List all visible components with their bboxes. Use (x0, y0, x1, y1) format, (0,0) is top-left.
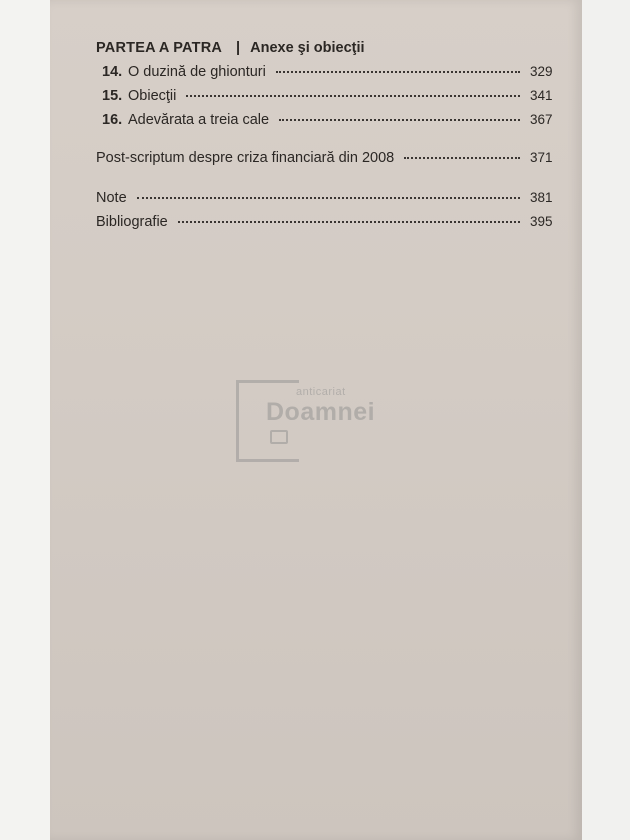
background-left (0, 0, 50, 840)
toc-entry-chapter-14 (96, 64, 552, 88)
dot-leader (186, 95, 520, 97)
watermark-main-text: Doamnei (266, 398, 376, 426)
entry-title: Bibliografie (96, 214, 168, 230)
dot-leader (404, 157, 520, 159)
table-of-contents (96, 40, 552, 238)
page-number: 329 (530, 64, 553, 79)
part-heading (96, 40, 552, 64)
dot-leader (279, 119, 520, 121)
toc-entry-postscript (96, 150, 552, 174)
chapter-title: Obiecţii (128, 88, 177, 104)
toc-entry-chapter-16 (96, 112, 552, 136)
book-icon (270, 430, 288, 444)
entry-title: Post-scriptum despre criza financiară din 2008 (96, 150, 395, 166)
chapter-number: 14. (102, 64, 123, 80)
dot-leader (276, 71, 520, 73)
watermark-logo (236, 380, 396, 462)
dot-leader (137, 197, 520, 199)
chapter-number: 16. (102, 112, 123, 128)
page-number: 371 (530, 150, 553, 165)
page-number: 341 (530, 88, 553, 103)
toc-entry-notes (96, 190, 552, 214)
chapter-title: Adevărata a treia cale (128, 112, 270, 128)
part-separator: | (236, 40, 241, 56)
page-number: 367 (530, 112, 553, 127)
chapter-number: 15. (102, 88, 123, 104)
page-number: 381 (530, 190, 553, 205)
entry-title: Note (96, 190, 127, 206)
part-label: PARTEA A PATRA (96, 40, 223, 56)
watermark-top-text: anticariat (296, 386, 346, 398)
part-title: Anexe şi obiecţii (250, 40, 365, 56)
toc-entry-bibliography (96, 214, 552, 238)
chapter-title: O duzină de ghionturi (128, 64, 266, 80)
background-right (582, 0, 630, 840)
page-number: 395 (530, 214, 553, 229)
dot-leader (178, 221, 520, 223)
toc-entry-chapter-15 (96, 88, 552, 112)
